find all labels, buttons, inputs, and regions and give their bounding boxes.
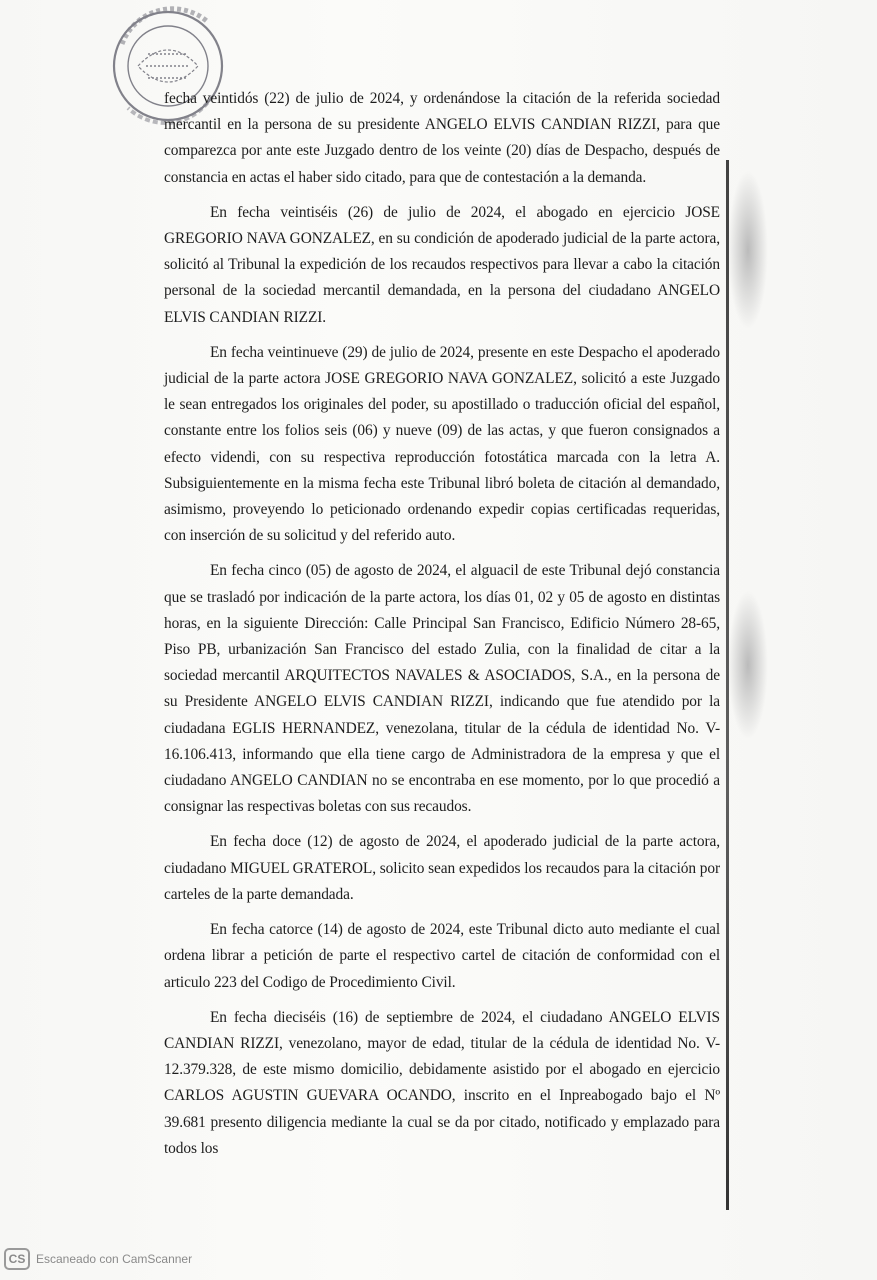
edge-stamp-fragment-2 xyxy=(728,590,768,740)
paragraph-3: En fecha veintinueve (29) de julio de 2024, presente en este Despacho el apoderado judicial de la parte actora JOSE GREGORIO NAVA GONZALEZ, solicitó a este Juzgado le sean entregados los originales del poder, su apostillado o traducción oficial del español, constante entre los folios seis (06) y nueve (09) de las actas, y que fueron consignados a efecto videndi, con su respectiva reproducción fotostática marcada con la letra A. Subsiguientemente en la misma fecha este Tribunal libró boleta de citación al demandado, asimismo, proveyendo lo peticionado ordenando expedir copias certificadas requeridas, con inserción de su solicitud y del referido auto. xyxy=(164,343,720,545)
edge-stamp-fragment-1 xyxy=(728,170,768,330)
scanner-label: Escaneado con CamScanner xyxy=(36,1252,193,1266)
paragraph-1: fecha veintidós (22) de julio de 2024, y ordenándose la citación de la referida sociedad mercantil en la persona de su presidente ANGELO ELVIS CANDIAN RIZZI, para que comparezca por ante este Juzgado dentro de los veinte (20) días de Despacho, después de constancia en actas el haber sido citado, para que de contestación a la demanda. xyxy=(164,90,720,186)
document-body xyxy=(164,86,720,1171)
paragraph-6: En fecha catorce (14) de agosto de 2024, este Tribunal dicto auto mediante el cual ordena librar a petición de parte el respectivo cartel de citación de conformidad con el articulo 223 del Codigo de Procedimiento Civil. xyxy=(164,921,720,991)
camscanner-logo-icon: CS xyxy=(4,1248,30,1270)
paragraph-7: En fecha dieciséis (16) de septiembre de 2024, el ciudadano ANGELO ELVIS CANDIAN RIZZI, venezolano, mayor de edad, titular de la cédula de identidad No. V-12.379.328, de este mismo domicilio, debidamente asistido por el abogado en ejercicio CARLOS AGUSTIN GUEVARA OCANDO, inscrito en el Inpreabogado bajo el Nº 39.681 presento diligencia mediante la cual se da por citado, notificado y emplazado para todos los xyxy=(164,1008,720,1157)
paragraph-4: En fecha cinco (05) de agosto de 2024, el alguacil de este Tribunal dejó constancia que se trasladó por indicación de la parte actora, los días 01, 02 y 05 de agosto en distintas horas, en la siguiente Dirección: Calle Principal San Francisco, Edificio Número 28-65, Piso PB, urbanización San Francisco del estado Zulia, con la finalidad de citar a la sociedad mercantil ARQUITECTOS NAVALES & ASOCIADOS, S.A., en la persona de su Presidente ANGELO ELVIS CANDIAN RIZZI, indicando que fue atendido por la ciudadana EGLIS HERNANDEZ, venezolana, titular de la cédula de identidad No. V-16.106.413, informando que ella tiene cargo de Administradora de la empresa y que el ciudadano ANGELO CANDIAN no se encontraba en ese momento, por lo que procedió a consignar las respectivas boletas con sus recaudos. xyxy=(164,562,720,816)
scanner-watermark xyxy=(4,1246,192,1272)
paragraph-2: En fecha veintiséis (26) de julio de 2024, el abogado en ejercicio JOSE GREGORIO NAVA GONZALEZ, en su condición de apoderado judicial de la parte actora, solicitó al Tribunal la expedición de los recaudos respectivos para llevar a cabo la citación personal de la sociedad mercantil demandada, en la persona del ciudadano ANGELO ELVIS CANDIAN RIZZI. xyxy=(164,203,720,326)
paragraph-5: En fecha doce (12) de agosto de 2024, el apoderado judicial de la parte actora, ciudadano MIGUEL GRATEROL, solicito sean expedidos los recaudos para la citación por carteles de la parte demandada. xyxy=(164,833,720,903)
